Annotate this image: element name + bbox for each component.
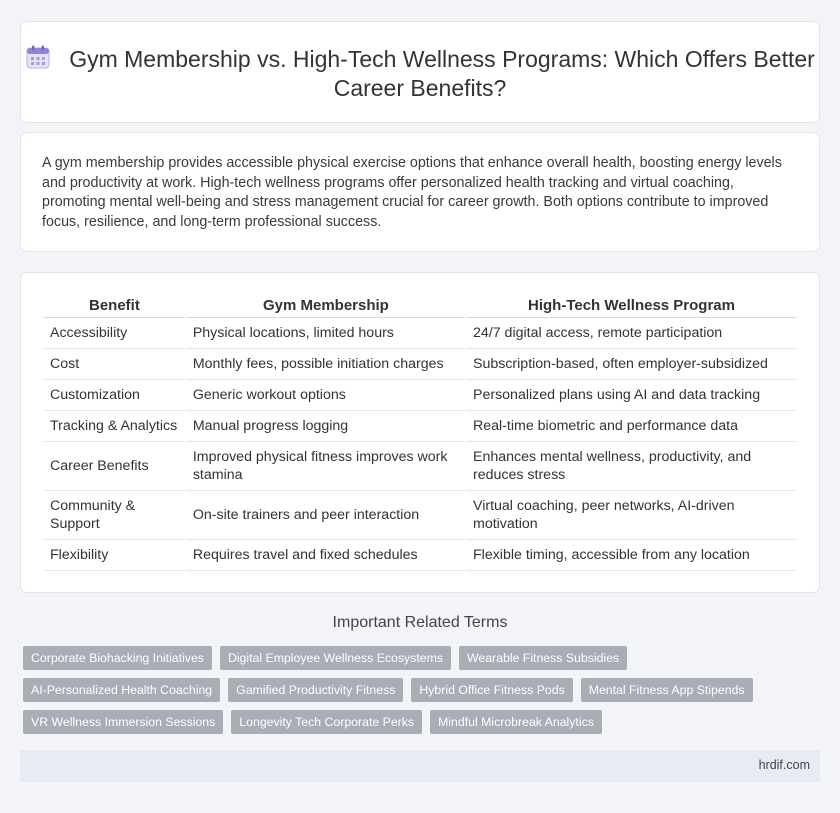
page-title-wrap [21, 44, 819, 103]
table-cell: Tracking & Analytics [44, 411, 185, 442]
related-term-tag[interactable]: Gamified Productivity Fitness [228, 678, 403, 702]
table-cell: Real-time biometric and performance data [467, 411, 796, 442]
footer-site-link[interactable]: hrdif.com [758, 758, 810, 772]
related-term-tag[interactable]: Digital Employee Wellness Ecosystems [220, 646, 451, 670]
related-term-tag[interactable]: Wearable Fitness Subsidies [459, 646, 627, 670]
related-terms-heading: Important Related Terms [332, 614, 508, 631]
related-term-tag[interactable]: Mindful Microbreak Analytics [430, 710, 602, 734]
related-term-tag[interactable]: AI-Personalized Health Coaching [23, 678, 220, 702]
related-term-tag[interactable]: Longevity Tech Corporate Perks [231, 710, 422, 734]
table-cell: Monthly fees, possible initiation charges [187, 349, 465, 380]
related-term-tag[interactable]: Hybrid Office Fitness Pods [411, 678, 572, 702]
table-row [44, 349, 796, 380]
table-cell: Personalized plans using AI and data tracking [467, 380, 796, 411]
comparison-table [42, 296, 798, 571]
table-cell: Career Benefits [44, 442, 185, 491]
comparison-table-card [20, 272, 820, 593]
header-gym-membership: Gym Membership [187, 296, 465, 318]
title-card [20, 21, 820, 123]
page-title: Gym Membership vs. High-Tech Wellness Programs: Which Offers Better Career Benefits? [69, 46, 815, 101]
related-terms-tags [23, 646, 823, 734]
table-cell: Subscription-based, often employer-subsidized [467, 349, 796, 380]
calendar-icon [25, 44, 51, 70]
table-cell: Customization [44, 380, 185, 411]
header-benefit: Benefit [44, 296, 185, 318]
table-cell: Accessibility [44, 318, 185, 349]
summary-card [20, 132, 820, 252]
table-cell: Virtual coaching, peer networks, AI-driven motivation [467, 491, 796, 540]
footer [20, 750, 820, 782]
table-header-row [44, 296, 796, 318]
table-cell: On-site trainers and peer interaction [187, 491, 465, 540]
table-cell: Community & Support [44, 491, 185, 540]
table-cell: Requires travel and fixed schedules [187, 540, 465, 571]
table-cell: 24/7 digital access, remote participation [467, 318, 796, 349]
related-term-tag[interactable]: Corporate Biohacking Initiatives [23, 646, 212, 670]
related-term-tag[interactable]: VR Wellness Immersion Sessions [23, 710, 223, 734]
header-high-tech-wellness: High-Tech Wellness Program [467, 296, 796, 318]
table-cell: Improved physical fitness improves work stamina [187, 442, 465, 491]
table-row [44, 411, 796, 442]
table-cell: Flexible timing, accessible from any location [467, 540, 796, 571]
table-row [44, 318, 796, 349]
table-cell: Generic workout options [187, 380, 465, 411]
table-row [44, 442, 796, 491]
table-cell: Cost [44, 349, 185, 380]
table-row [44, 491, 796, 540]
table-cell: Flexibility [44, 540, 185, 571]
table-cell: Enhances mental wellness, productivity, and reduces stress [467, 442, 796, 491]
summary-text: A gym membership provides accessible physical exercise options that enhance overall health, boosting energy levels and productivity at work. High-tech wellness programs offer personalized health tracking and virtual coaching, promoting mental well-being and stress management crucial for career growth. Both options contribute to improved focus, resilience, and long-term professional success. [42, 155, 782, 230]
related-term-tag[interactable]: Mental Fitness App Stipends [581, 678, 753, 702]
table-cell: Physical locations, limited hours [187, 318, 465, 349]
table-cell: Manual progress logging [187, 411, 465, 442]
table-row [44, 540, 796, 571]
table-row [44, 380, 796, 411]
